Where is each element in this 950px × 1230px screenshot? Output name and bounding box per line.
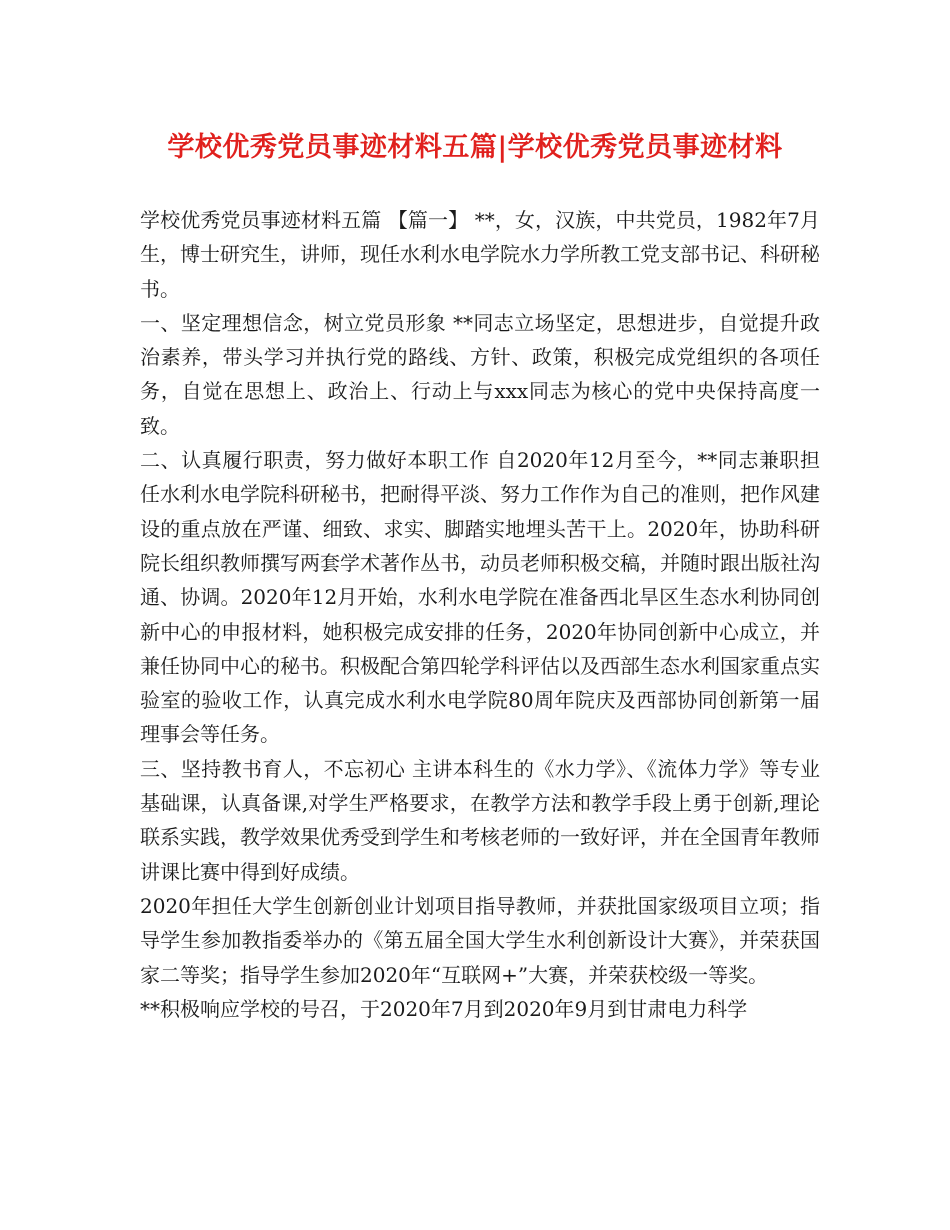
document-title: 学校优秀党员事迹材料五篇|学校优秀党员事迹材料	[167, 132, 783, 163]
paragraph-section-three: 三、坚持教书育人，不忘初心 主讲本科生的《水力学》、《流体力学》等专业基础课，认真备课,对学生严格要求，在教学方法和教学手段上勇于创新,理论联系实践，教学效果优秀受到学生和考核老师的一致好评，并在全国青年教师讲课比赛中得到好成绩。	[140, 756, 820, 884]
paragraph-section-one: 一、坚定理想信念，树立党员形象 **同志立场坚定，思想进步，自觉提升政治素养，带头学习并执行党的路线、方针、政策，积极完成党组织的各项任务，自觉在思想上、政治上、行动上与xxx同志为核心的党中央保持高度一致。	[140, 310, 820, 438]
paragraph-section-two: 二、认真履行职责，努力做好本职工作 自2020年12月至今，**同志兼职担任水利水电学院科研秘书，把耐得平淡、努力工作作为自己的准则，把作风建设的重点放在严谨、细致、求实、脚踏实地埋头苦干上。2020年，协助科研院长组织教师撰写两套学术著作丛书，动员老师积极交稿，并随时跟出版社沟通、协调。2020年12月开始，水利水电学院在准备西北旱区生态水利协同创新中心的申报材料，她积极完成安排的任务，2020年协同创新中心成立，并兼任协同中心的秘书。积极配合第四轮学科评估以及西部生态水利国家重点实验室的验收工作，认真完成水利水电学院80周年院庆及西部协同创新第一届理事会等任务。	[140, 448, 820, 747]
paragraph-intro: 学校优秀党员事迹材料五篇 【篇一】 **，女，汉族，中共党员，1982年7月生，博士研究生，讲师，现任水利水电学院水力学所教工党支部书记、科研秘书。	[140, 208, 820, 301]
document-body	[140, 203, 820, 1026]
paragraph-response: **积极响应学校的号召，于2020年7月到2020年9月到甘肃电力科学	[140, 996, 748, 1021]
paragraph-innovation: 2020年担任大学生创新创业计划项目指导教师，并获批国家级项目立项；指导学生参加教指委举办的《第五届全国大学生水利创新设计大赛》，并荣获国家二等奖；指导学生参加2020年“互联网+”大赛，并荣获校级一等奖。	[140, 893, 820, 987]
